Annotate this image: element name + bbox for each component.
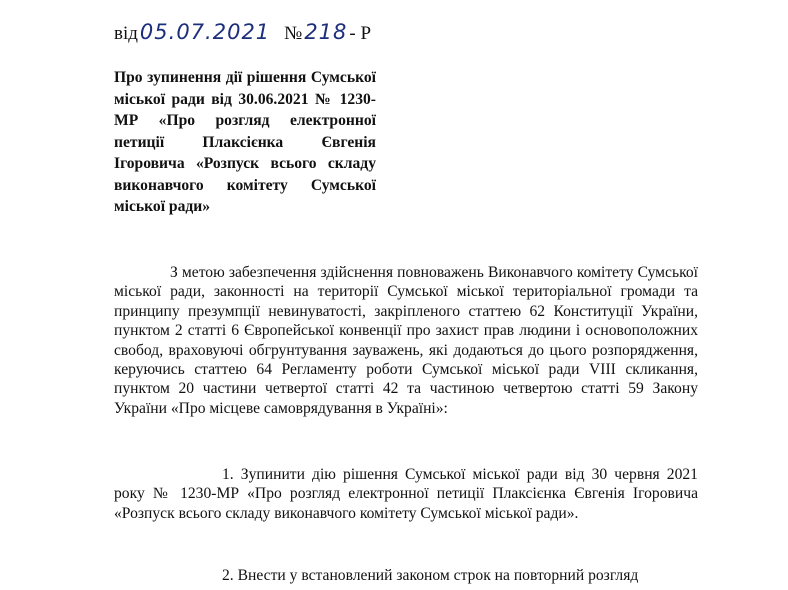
- item-number: 2.: [222, 567, 234, 584]
- preamble-paragraph: З метою забезпечення здійснення повноважень Виконавчого комітету Сумської міської ради, законності на території Сумської міської територіальної громади та принципу презумпції невинуватості, закріпленого статтею 62 Конституції України, пунктом 2 статті 6 Європейської конвенції про захист прав людини і основоположних свобод, враховуючі обгрунтування зауважень, які додаються до цього розпорядження, керуючись статтею 64 Регламенту роботи Сумської міської ради VIII скликання, пунктом 20 частини четвертої статті 42 та частиною четвертою статті 59 Закону України «Про місцеве самоврядування в Україні»:: [114, 264, 698, 417]
- item-number: 1.: [222, 466, 234, 483]
- handwritten-date: 05.07.2021: [139, 20, 271, 44]
- item-text: Зупинити дію рішення Сумської міської ради від 30 червня 2021 року № 1230-МР «Про розгляд електронної петиції Плаксієнка Євгенія Ігоровича «Розпуск всього складу виконавчого комітету Сумської міської ради».: [114, 466, 698, 522]
- item-text: Внести у встановлений законом строк на повторний розгляд: [237, 567, 639, 584]
- list-item: [114, 566, 698, 585]
- document-header: [114, 20, 371, 45]
- date-prefix: від: [114, 23, 138, 44]
- list-item: [114, 465, 698, 523]
- number-sign: №: [284, 23, 303, 44]
- handwritten-number: 218: [304, 20, 348, 44]
- number-suffix: - Р: [349, 23, 372, 44]
- document-title: Про зупинення дії рішення Сумської міської ради від 30.06.2021 № 1230-МР «Про розгляд електронної петиції Плаксієнка Євгенія Ігоровича «Розпуск всього складу виконавчого комітету Сумської міської ради»: [114, 69, 376, 215]
